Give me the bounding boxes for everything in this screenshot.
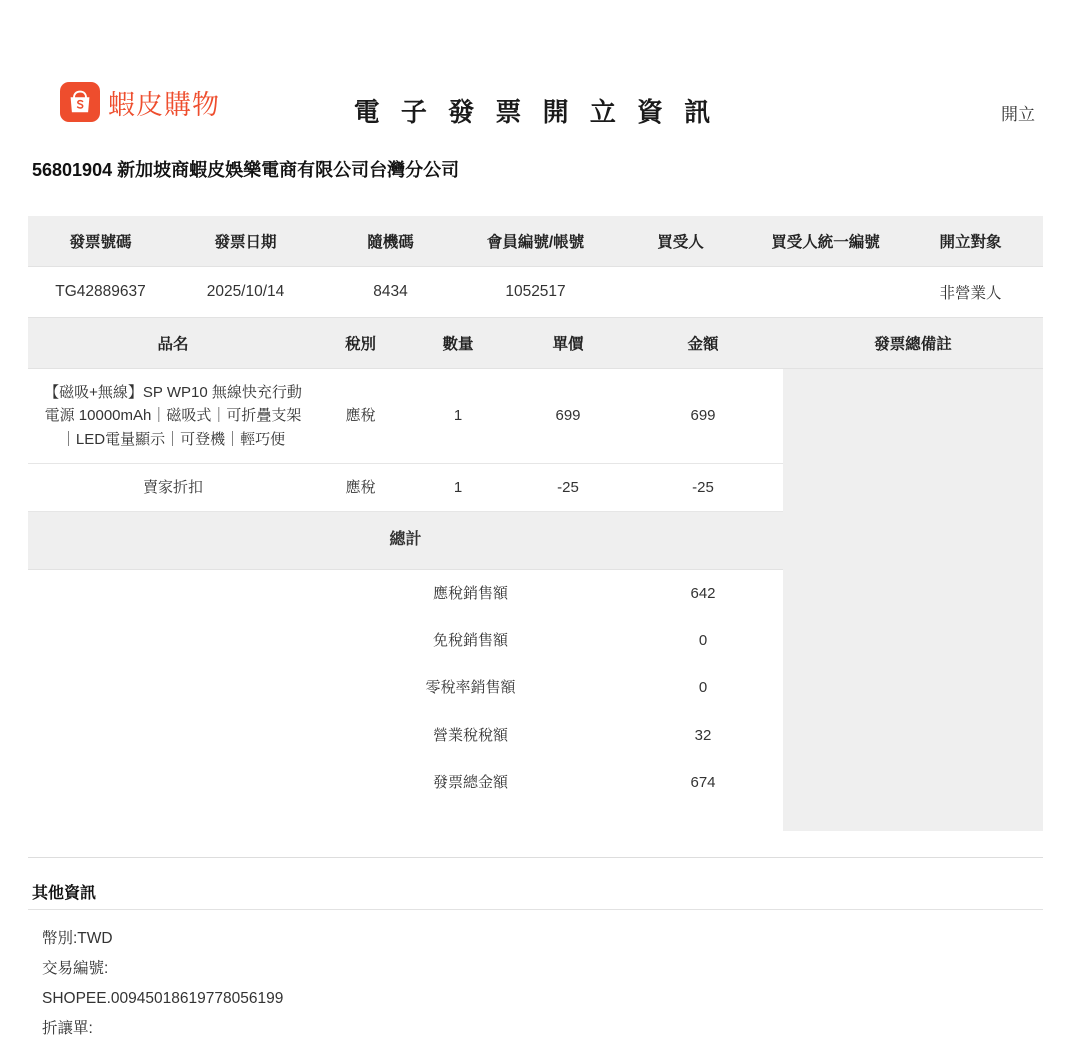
cell-tax-type: 應稅 <box>318 463 403 511</box>
seller-name: 56801904 新加坡商蝦皮娛樂電商有限公司台灣分公司 <box>32 160 460 180</box>
cell-quantity: 1 <box>403 463 513 511</box>
cell-tax-type: 應稅 <box>318 369 403 464</box>
summary-value-zero-rate-sales: 0 <box>698 679 708 697</box>
other-info-title: 其他資訊 <box>32 884 97 902</box>
other-info-transaction-label: 交易編號: <box>42 959 109 977</box>
totals-band-label: 總計 <box>28 512 783 570</box>
cell-invoice-number: TG42889637 <box>28 267 173 318</box>
summary-spacer <box>28 759 318 806</box>
summary-value-business-tax: 32 <box>694 726 712 744</box>
col-member-id: 會員編號/帳號 <box>463 216 608 267</box>
page-title: 電 子 發 票 開 立 資 訊 <box>353 97 718 127</box>
cell-random-code: 8434 <box>318 267 463 318</box>
col-invoice-date: 發票日期 <box>173 216 318 267</box>
invoice-items-table <box>28 318 1043 831</box>
col-tax-type: 稅別 <box>318 318 403 369</box>
cell-invoice-date: 2025/10/14 <box>173 267 318 318</box>
summary-spacer <box>28 664 318 711</box>
cell-unit-price: -25 <box>513 463 623 511</box>
col-buyer: 買受人 <box>608 216 753 267</box>
other-info-section <box>28 857 1043 1044</box>
summary-bottom-spacer <box>28 806 783 830</box>
col-issue-target: 開立對象 <box>898 216 1043 267</box>
summary-spacer <box>28 569 318 617</box>
other-info-allowance-label: 折讓單: <box>42 1020 93 1038</box>
col-invoice-remark: 發票總備註 <box>783 318 1043 369</box>
col-invoice-number: 發票號碼 <box>28 216 173 267</box>
cell-item-name: 【磁吸+無線】SP WP10 無線快充行動電源 10000mAh｜磁吸式｜可折疊支架｜LED電量顯示｜可登機｜輕巧便 <box>28 369 318 464</box>
summary-value-tax-free-sales: 0 <box>698 632 708 650</box>
cell-buyer <box>608 267 753 318</box>
col-item-name: 品名 <box>28 318 318 369</box>
status-badge: 開立 <box>1001 105 1035 124</box>
cell-invoice-remark <box>783 369 1043 831</box>
cell-amount: -25 <box>623 463 783 511</box>
cell-quantity: 1 <box>403 369 513 464</box>
summary-value-taxable-sales: 642 <box>690 584 716 602</box>
summary-label-business-tax: 營業稅稅額 <box>432 726 508 744</box>
table-row <box>28 369 1043 464</box>
cell-amount: 699 <box>623 369 783 464</box>
invoice-info-table <box>28 216 1043 318</box>
col-unit-price: 單價 <box>513 318 623 369</box>
col-amount: 金額 <box>623 318 783 369</box>
summary-spacer <box>28 712 318 759</box>
cell-member-id: 1052517 <box>463 267 608 318</box>
other-info-currency: 幣別:TWD <box>42 929 113 947</box>
other-info-transaction-id: SHOPEE.00945018619778056199 <box>42 989 284 1007</box>
summary-label-taxable-sales: 應稅銷售額 <box>432 584 508 602</box>
summary-spacer <box>28 617 318 664</box>
col-quantity: 數量 <box>403 318 513 369</box>
cell-unit-price: 699 <box>513 369 623 464</box>
cell-buyer-tax-id <box>753 267 898 318</box>
summary-value-total-amount: 674 <box>690 773 716 791</box>
table-row <box>28 267 1043 318</box>
summary-label-zero-rate-sales: 零稅率銷售額 <box>425 679 516 697</box>
summary-label-tax-free-sales: 免稅銷售額 <box>432 632 508 650</box>
cell-item-name: 賣家折扣 <box>28 463 318 511</box>
shopee-brand-label: 蝦皮購物 <box>108 89 220 120</box>
other-info-body <box>28 909 1043 1044</box>
items-header-row <box>28 318 1043 369</box>
col-buyer-tax-id: 買受人統一編號 <box>753 216 898 267</box>
summary-label-total-amount: 發票總金額 <box>432 773 508 791</box>
page-header <box>28 0 1043 127</box>
col-random-code: 隨機碼 <box>318 216 463 267</box>
cell-issue-target: 非營業人 <box>898 267 1043 318</box>
table-header-row <box>28 216 1043 267</box>
